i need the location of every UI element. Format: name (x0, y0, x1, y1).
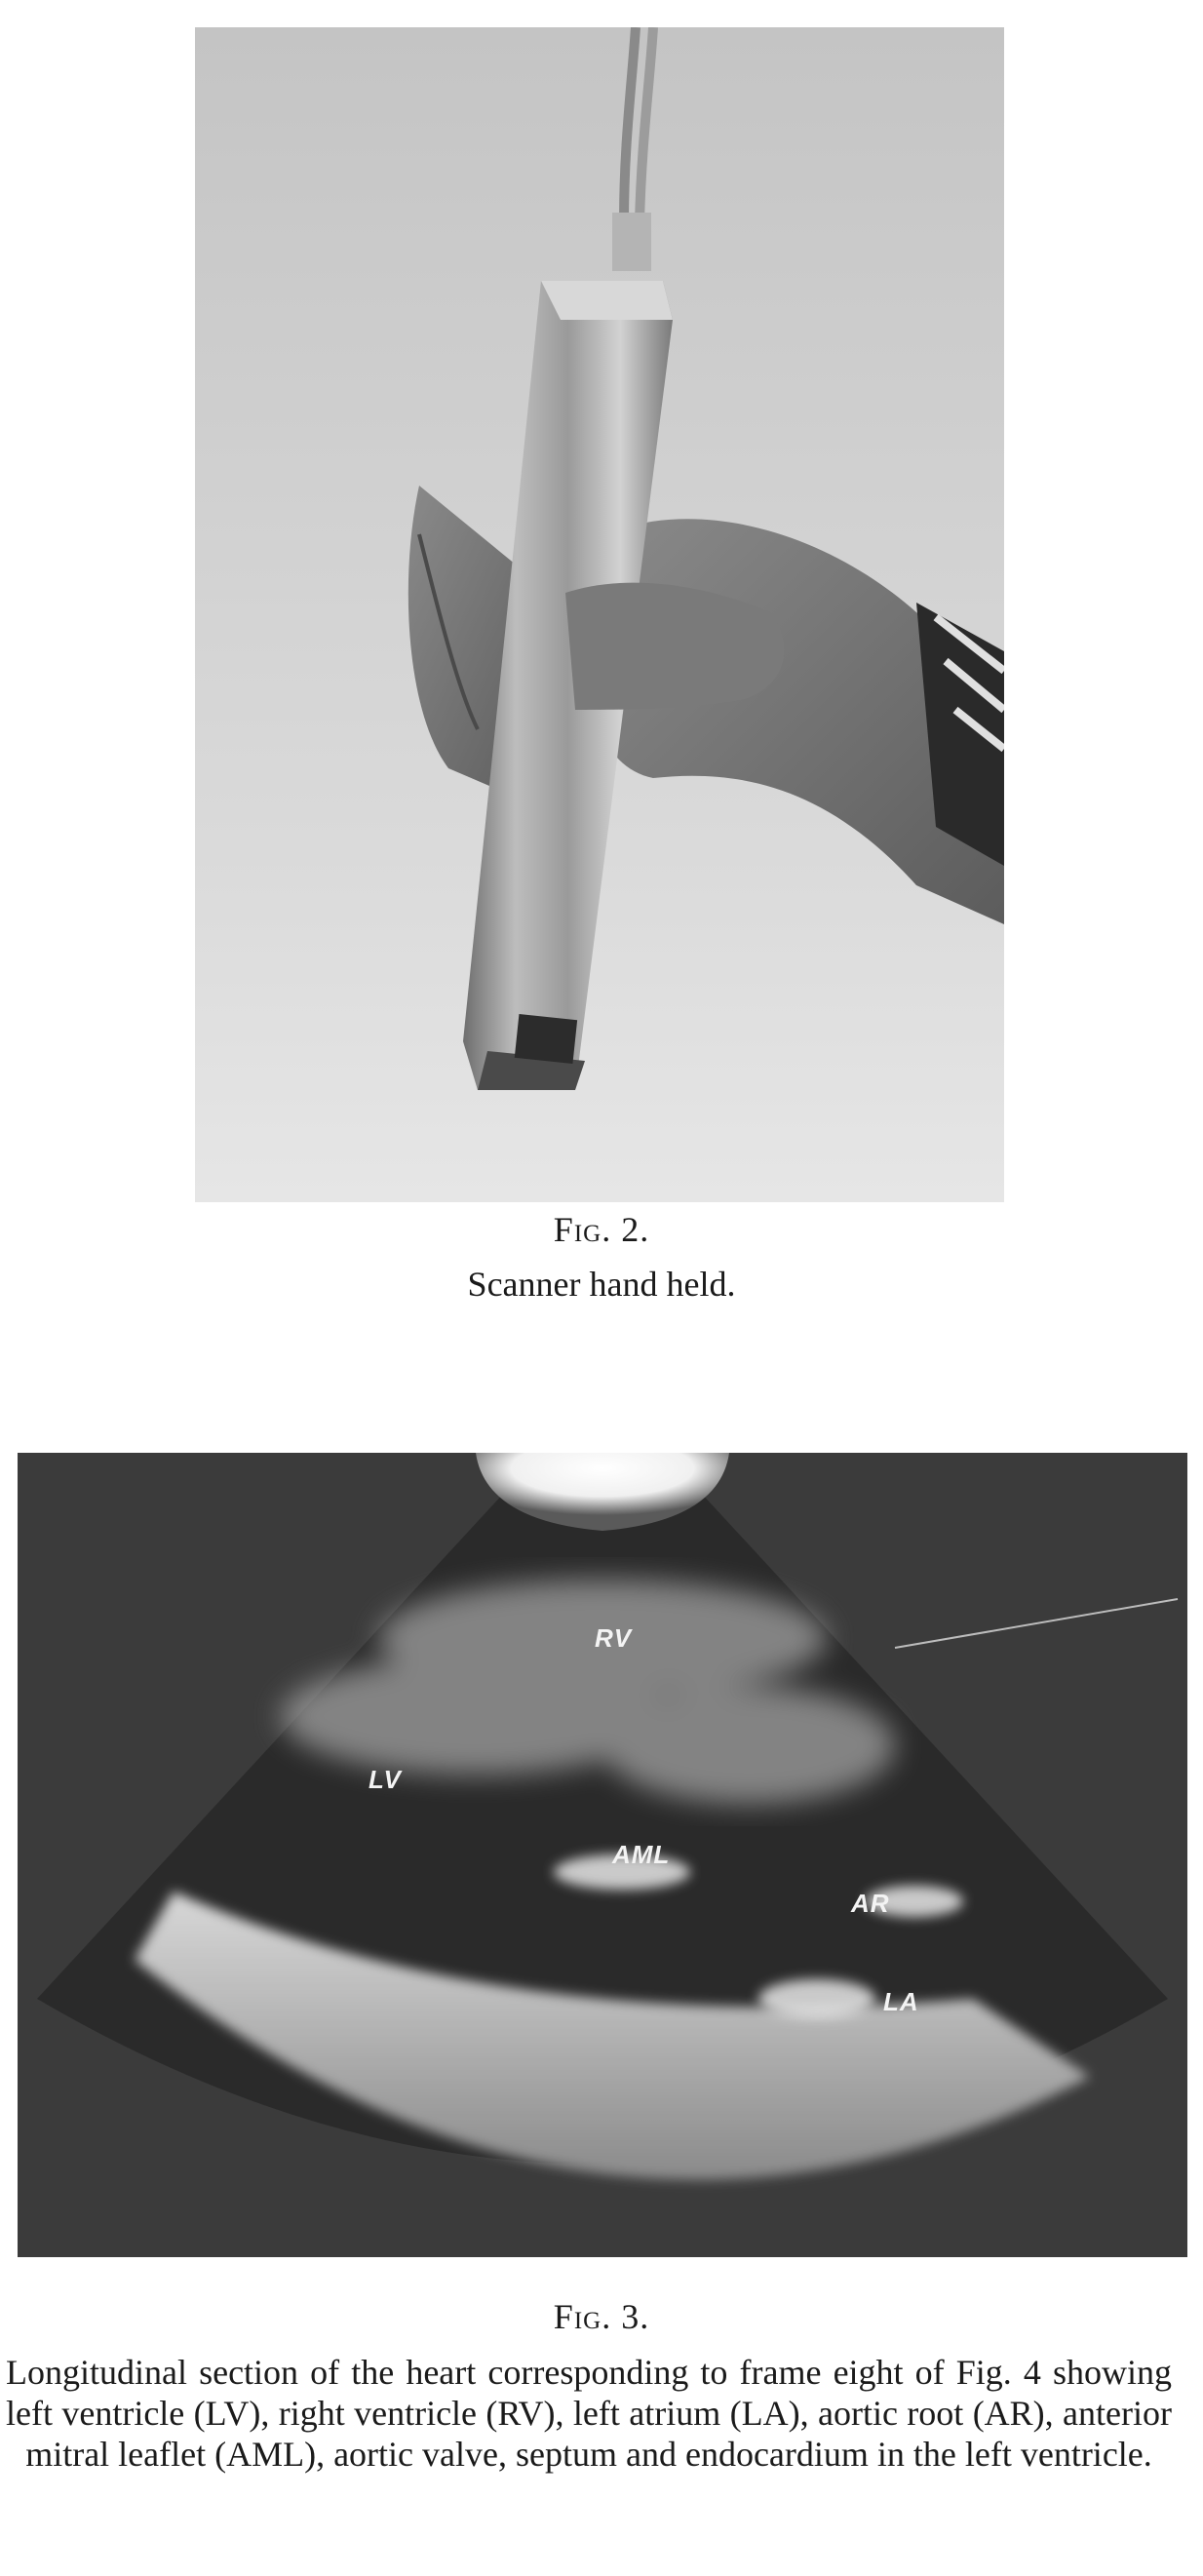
figure-2-label (0, 1209, 1203, 1250)
echo-label-aml: AML (612, 1840, 671, 1869)
figure-3-caption: Longitudinal section of the heart corresponding to frame eight of Fig. 4 showing left ventricle (LV), right ventricle (RV), left atrium (LA), aortic root (AR), anterior mitral leaflet (AML), aortic valve, septum and endocardium in the left ventricle. (6, 2353, 1172, 2474)
scanner-photograph (195, 27, 1004, 1202)
figure-3-label-rest: ig. 3. (573, 2297, 650, 2336)
figure-2-caption: Scanner hand held. (467, 1265, 736, 1304)
echocardiogram-image (18, 1453, 1187, 2257)
echo-label-ar: AR (851, 1889, 890, 1918)
echo-label-rv: RV (595, 1623, 633, 1653)
figure-2-label-rest: ig. 2. (573, 1210, 650, 1249)
figure-3-label-initial: F (553, 2297, 574, 2336)
figure-3-label (0, 2296, 1203, 2337)
echo-label-la: LA (883, 1987, 919, 2016)
echo-label-lv: LV (369, 1765, 402, 1794)
echocardiogram-scan (18, 1453, 1187, 2257)
scanner-hand-illustration (195, 27, 1004, 1202)
figure-2-label-initial: F (553, 1210, 574, 1249)
